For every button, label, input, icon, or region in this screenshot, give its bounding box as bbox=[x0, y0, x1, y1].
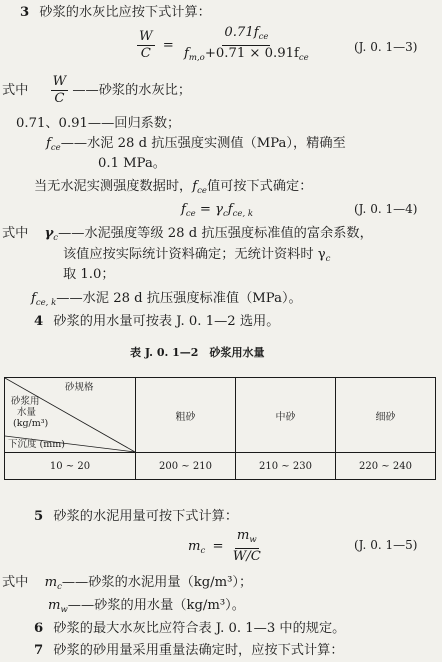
wc-description: ——砂浆的水灰比； bbox=[72, 83, 192, 98]
paragraph-no-test-data: 当无水泥实测强度数据时，$f_{ce}$值可按下式确定： bbox=[34, 179, 313, 196]
fce-description: ——水泥 28 d 抗压强度实测值（MPa），精确至 bbox=[60, 136, 346, 151]
corner-slump: 下沉度 (mm) bbox=[8, 439, 65, 450]
column-header: 细砂 bbox=[336, 378, 436, 453]
numerator: $0.71f_{ce}$ bbox=[222, 25, 270, 46]
numerator: W bbox=[139, 29, 153, 44]
clause-4: 4 砂浆的用水量可按表 J. 0. 1—2 选用。 bbox=[34, 314, 280, 329]
clause-5: 5 砂浆的水泥用量可按下式计算： bbox=[34, 509, 239, 524]
where-fce: $f_{ce}——$水泥 28 d 抗压强度实测值（MPa），精确至 bbox=[46, 136, 346, 153]
where-lead: 式中 bbox=[2, 83, 29, 98]
corner-water-unit: (kg/m³) bbox=[13, 418, 49, 429]
equation-cement-amount: $m_c$ = $\frac{m_w}{W/C}$ bbox=[188, 528, 261, 564]
table-cell: 210 ~ 230 bbox=[236, 453, 336, 480]
mortar-water-table bbox=[4, 377, 436, 480]
equation-label: (J. 0. 1—4) bbox=[354, 202, 418, 216]
clause-text: 砂浆的水灰比应按下式计算： bbox=[39, 5, 211, 20]
corner-sand-type: 砂规格 bbox=[65, 382, 94, 393]
where-mc: 式中 $m_c——$砂浆的水泥用量（kg/m³）； bbox=[2, 575, 253, 592]
table-caption: 表 J. 0. 1—2 砂浆用水量 bbox=[130, 346, 265, 359]
table-cell: 200 ~ 210 bbox=[136, 453, 236, 480]
gamma-description-line2: 该值应按实际统计资料确定；无统计资料时 $\gamma_c$ bbox=[63, 247, 331, 264]
where-mw: $m_w——$砂浆的用水量（kg/m³）。 bbox=[48, 598, 245, 615]
denominator: C bbox=[140, 46, 151, 61]
fraction-mw-wc: $\frac{m_w}{W/C}$ bbox=[232, 528, 261, 564]
equation-water-cement-ratio bbox=[137, 25, 311, 66]
corner-water-l1: 砂浆用 bbox=[11, 396, 40, 407]
table-row bbox=[5, 453, 436, 480]
table-cell: 220 ~ 240 bbox=[336, 453, 436, 480]
denominator: $f_{m,o}+0.71 \times 0.91f_{ce}$ bbox=[184, 46, 309, 63]
fraction-w-c: $\frac{W}{C}$ bbox=[52, 74, 67, 106]
corner-water-l2: 水量 bbox=[17, 407, 37, 418]
clause-number: 3 bbox=[20, 5, 30, 20]
column-header: 粗砂 bbox=[136, 378, 236, 453]
clause-7: 7 砂浆的砂用量采用重量法确定时，应按下式计算： bbox=[34, 643, 344, 658]
equation-label: (J. 0. 1—3) bbox=[354, 40, 418, 54]
fcek-description: ——水泥 28 d 抗压强度标准值（MPa）。 bbox=[56, 291, 302, 306]
clause-3 bbox=[20, 4, 211, 22]
fraction-rhs bbox=[182, 25, 311, 66]
equation-label: (J. 0. 1—5) bbox=[354, 538, 418, 552]
gamma-description: ——水泥强度等级 28 d 抗压强度标准值的富余系数， bbox=[58, 226, 373, 241]
row-label: 10 ~ 20 bbox=[5, 453, 136, 480]
where-gamma: 式中 $\gamma_c——$水泥强度等级 28 d 抗压强度标准值的富余系数， bbox=[2, 226, 373, 243]
fraction-w-c bbox=[137, 29, 155, 62]
equation-fce: $f_{ce} = \gamma_cf_{ce, k}$ bbox=[181, 202, 254, 219]
where-wc bbox=[2, 74, 191, 107]
clause-6: 6 砂浆的最大水灰比应符合表 J. 0. 1—3 中的规定。 bbox=[34, 621, 346, 636]
column-header: 中砂 bbox=[236, 378, 336, 453]
fce-continuation: 0.1 MPa。 bbox=[98, 156, 166, 171]
gamma-description-line3: 取 1.0； bbox=[63, 267, 115, 282]
where-fcek: $f_{ce, k}——$水泥 28 d 抗压强度标准值（MPa）。 bbox=[31, 291, 302, 308]
table-corner-header bbox=[5, 378, 136, 453]
table-header-row bbox=[5, 378, 436, 453]
equals-sign: = bbox=[162, 38, 174, 53]
coefficients-line: 0.71、0.91——回归系数； bbox=[16, 116, 181, 131]
